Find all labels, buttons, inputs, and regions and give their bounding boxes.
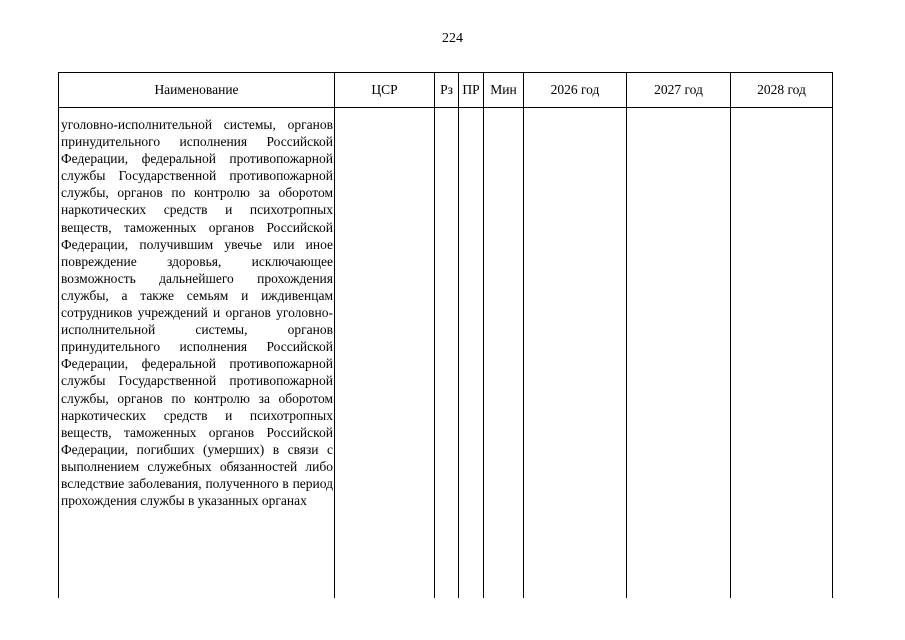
budget-table bbox=[58, 72, 833, 598]
page-number: 224 bbox=[442, 31, 463, 46]
header-row bbox=[59, 73, 833, 108]
row-rz-cell bbox=[435, 108, 459, 599]
header-rz: Рз bbox=[435, 73, 459, 108]
row-year-2027-value bbox=[627, 108, 730, 116]
row-pr-cell bbox=[459, 108, 484, 599]
row-year-2028-cell bbox=[731, 108, 833, 599]
row-name-cell bbox=[59, 108, 335, 599]
table-body bbox=[59, 108, 833, 599]
header-csr: ЦСР bbox=[335, 73, 435, 108]
header-year-2028: 2028 год bbox=[731, 73, 833, 108]
row-year-2026-value bbox=[524, 108, 626, 116]
header-year-2027: 2027 год bbox=[627, 73, 731, 108]
row-year-2026-cell bbox=[524, 108, 627, 599]
row-min-value bbox=[484, 108, 523, 116]
header-year-2026: 2026 год bbox=[524, 73, 627, 108]
header-min: Мин bbox=[484, 73, 524, 108]
header-name: Наименование bbox=[59, 73, 335, 108]
row-csr-value bbox=[335, 108, 434, 116]
header-pr: ПР bbox=[459, 73, 484, 108]
row-min-cell bbox=[484, 108, 524, 599]
row-year-2028-value bbox=[731, 108, 832, 116]
table-header bbox=[59, 73, 833, 108]
row-pr-value bbox=[459, 108, 483, 116]
row-year-2027-cell bbox=[627, 108, 731, 599]
row-name-text: уголовно-исполнительной системы, органов принудительного исполнения Российской Федерации, федеральной противопожарной службы Государственной противопожарной службы, органов по контролю за оборотом наркотических средств и психотропных веществ, таможенных органов Российской Федерации, получившим увечье или иное повреждение здоровья, исключающее возможность дальнейшего прохождения службы, а также семьям и иждивенцам сотрудников учреждений и органов уголовно-исполнительной системы, органов принудительного исполнения Российской Федерации, федеральной противопожарной службы Государственной противопожарной службы, органов по контролю за оборотом наркотических средств и психотропных веществ, таможенных органов Российской Федерации, погибших (умерших) в связи с выполнением служебных обязанностей либо вследствие заболевания, полученного в период прохождения службы в указанных органах bbox=[61, 117, 333, 509]
table-row bbox=[59, 108, 833, 599]
row-csr-cell bbox=[335, 108, 435, 599]
row-rz-value bbox=[435, 108, 458, 116]
